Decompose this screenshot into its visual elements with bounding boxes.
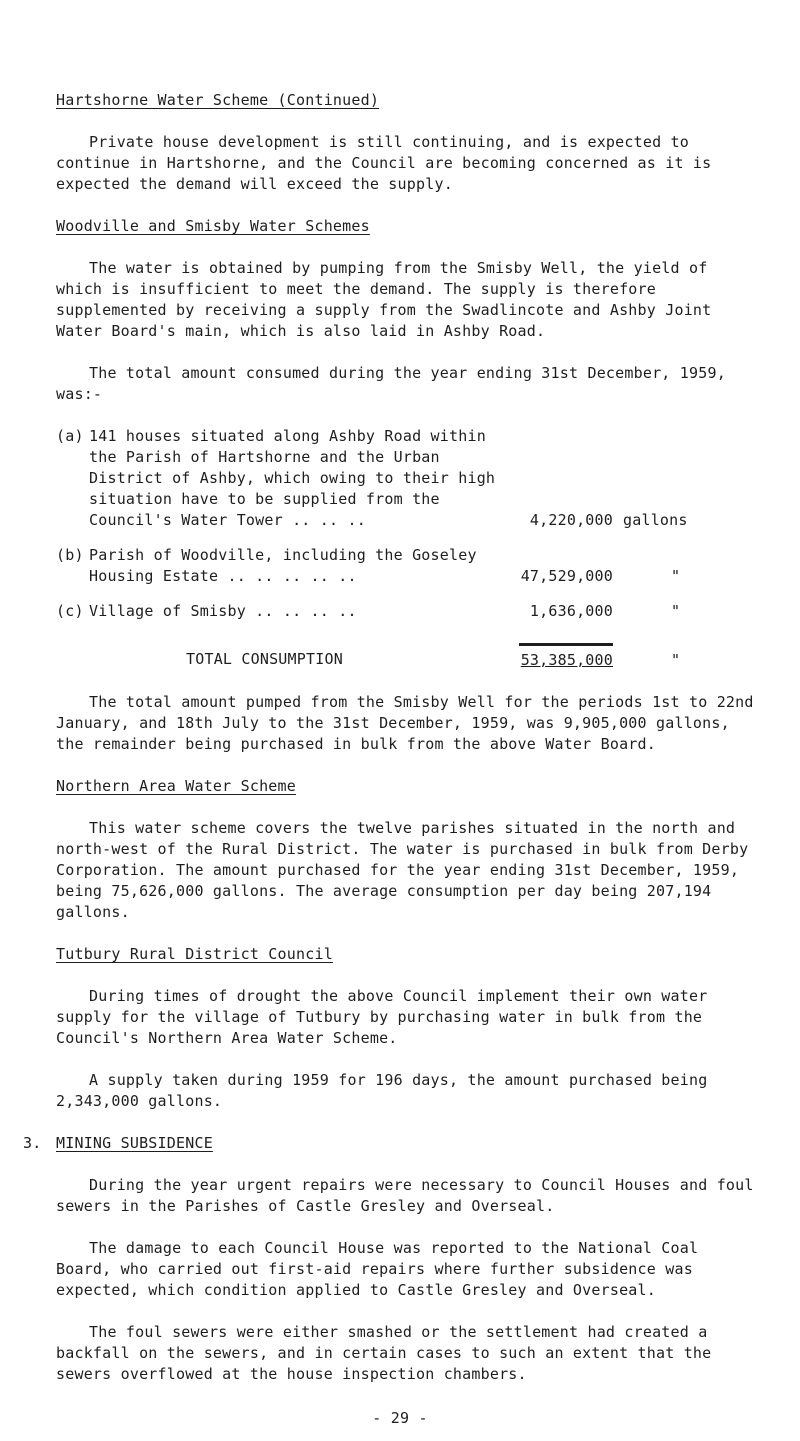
item-unit: " xyxy=(671,567,681,585)
mining-heading: MINING SUBSIDENCE xyxy=(56,1134,213,1152)
mining-paragraph-3: The foul sewers were either smashed or the settlement had created a backfall on the sewers, and in certain cases to such an extent that the sewers overflowed at the house inspection chambers. xyxy=(56,1323,712,1383)
item-description: Village of Smisby .. .. .. .. xyxy=(89,602,357,620)
woodville-paragraph-2: The total amount consumed during the year ending 31st December, 1959, was:- xyxy=(56,364,726,403)
section-number: 3. xyxy=(23,1134,42,1152)
mining-paragraph-2: The damage to each Council House was reported to the National Coal Board, who carried out first-aid repairs where further subsidence was expected, which condition applied to Castle Gresley and Overseal. xyxy=(56,1239,699,1299)
consumption-item-b xyxy=(56,545,756,587)
item-value: 1,636,000 xyxy=(529,602,613,620)
tutbury-paragraph-2: A supply taken during 1959 for 196 days, the amount purchased being 2,343,000 gallons. xyxy=(56,1071,708,1110)
item-description: Parish of Woodville, including the Goseley Housing Estate .. .. .. .. .. xyxy=(89,546,477,585)
total-unit: " xyxy=(671,651,681,669)
total-label: TOTAL CONSUMPTION xyxy=(186,650,343,668)
consumption-item-c xyxy=(56,601,756,622)
item-label: (b) xyxy=(56,546,84,564)
item-value: 4,220,000 xyxy=(529,511,613,529)
item-unit: gallons xyxy=(623,511,688,529)
tutbury-heading: Tutbury Rural District Council xyxy=(56,945,333,963)
mining-heading-row xyxy=(23,1133,756,1154)
item-unit: " xyxy=(671,602,681,620)
northern-heading: Northern Area Water Scheme xyxy=(56,777,296,795)
total-consumption-row xyxy=(56,643,756,671)
woodville-heading: Woodville and Smisby Water Schemes xyxy=(56,217,370,235)
northern-paragraph: This water scheme covers the twelve parishes situated in the north and north-west of the Rural District. The water is purchased in bulk from Derby Corporation. The amount purchased for the year ending 31st December, 1959, being 75,626,000 gallons. The average consumption per day being 207,194 gallons. xyxy=(56,819,749,921)
item-description: 141 houses situated along Ashby Road within the Parish of Hartshorne and the Urban District of Ashby, which owing to their high situation have to be supplied from the Council's Water Tower .. .. .. xyxy=(89,427,496,529)
mining-paragraph-1: During the year urgent repairs were necessary to Council Houses and foul sewers in the Parishes of Castle Gresley and Overseal. xyxy=(56,1176,754,1215)
hartshorne-heading: Hartshorne Water Scheme (Continued) xyxy=(56,91,380,109)
item-label: (c) xyxy=(56,602,84,620)
page-number: - 29 - xyxy=(372,1409,428,1427)
woodville-paragraph-3: The total amount pumped from the Smisby Well for the periods 1st to 22nd January, and 18th July to the 31st December, 1959, was 9,905,000 gallons, the remainder being purchased in bulk from the above Water Board. xyxy=(56,693,754,753)
woodville-paragraph-1: The water is obtained by pumping from the Smisby Well, the yield of which is insufficient to meet the demand. The supply is therefore supplemented by receiving a supply from the Swadlincote and Ashby Joint Water Board's main, which is also laid in Ashby Road. xyxy=(56,259,712,340)
tutbury-paragraph-1: During times of drought the above Council implement their own water supply for the village of Tutbury by purchasing water in bulk from the Council's Northern Area Water Scheme. xyxy=(56,987,708,1047)
consumption-item-a xyxy=(56,426,756,531)
item-label: (a) xyxy=(56,427,84,445)
hartshorne-paragraph: Private house development is still continuing, and is expected to continue in Hartshorne, and the Council are becoming concerned as it is expected the demand will exceed the supply. xyxy=(56,133,712,193)
document-page xyxy=(23,90,756,1385)
item-value: 47,529,000 xyxy=(520,567,613,585)
total-value: 53,385,000 xyxy=(519,643,613,671)
